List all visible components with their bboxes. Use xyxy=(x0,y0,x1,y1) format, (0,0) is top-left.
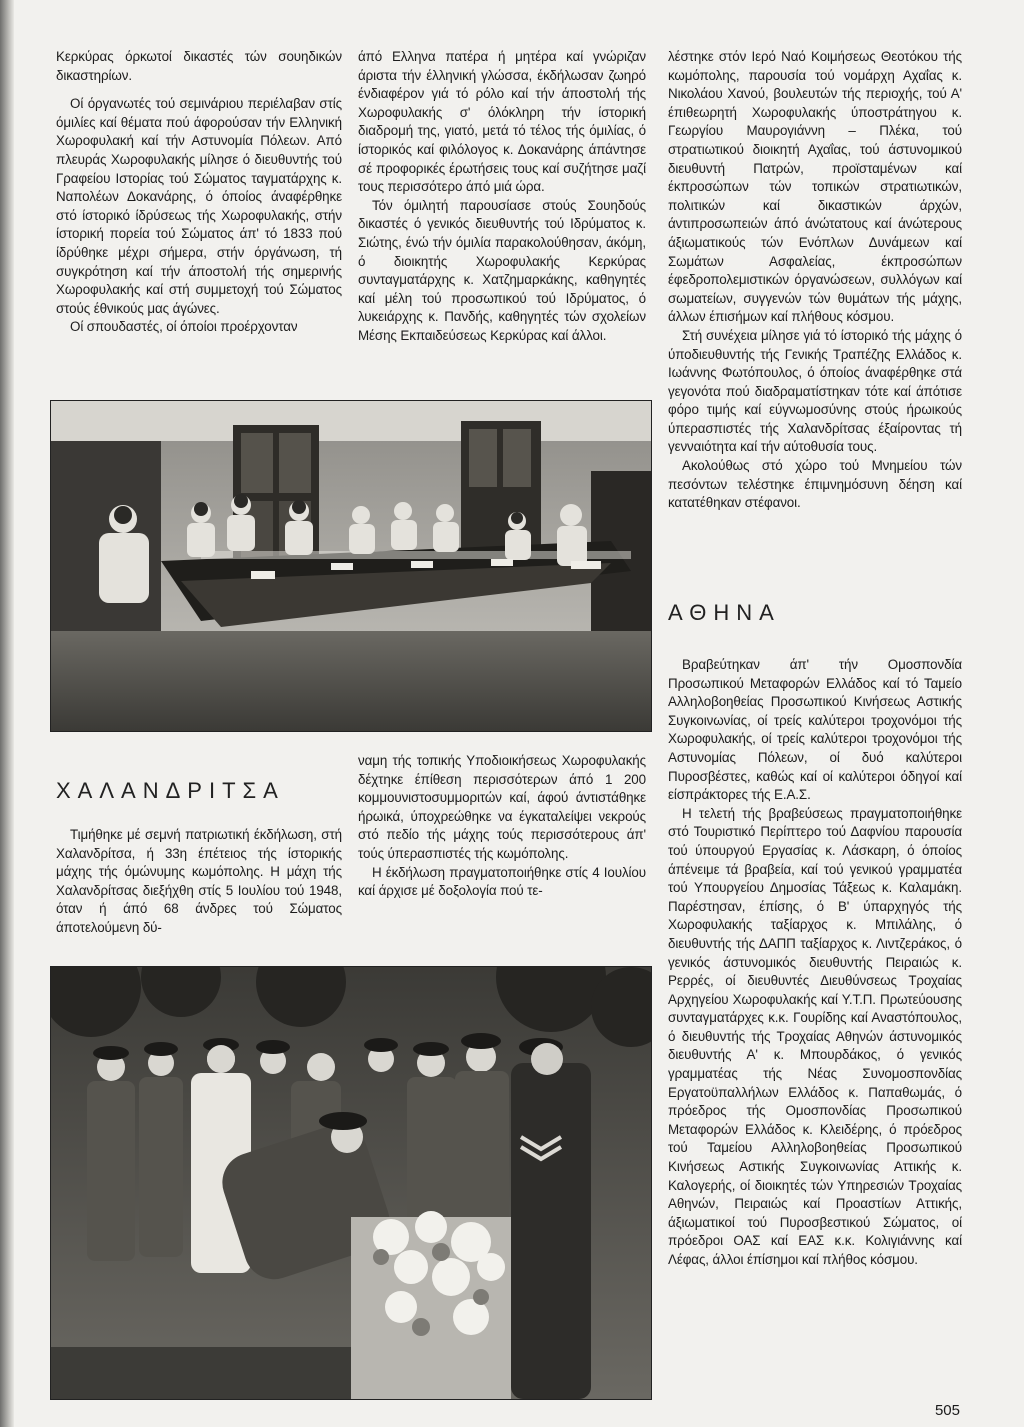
book-spine-shadow xyxy=(0,0,14,1427)
paragraph: Κερκύρας όρκωτοί δικαστές τών σουηδικών δικαστηρίων. xyxy=(56,49,342,83)
paragraph: Τόν όμιλητή παρουσίασε στούς Σουηδούς δικαστές ό γενικός διευθυντής τού Ιδρύματος κ. Σιώτης, ένώ τήν όμιλία παρακολούθησαν, άκόμη, ό διοικητής Χωροφυλακής Κερκύρας συνταγματάρχης κ. Χατζημαρκάκης, καθηγητές καί μέλη τού προσωπικού τού Ιδρύματος, ό λυκειάρχης κ. Πανδής, καθηγητές τών σχολείων Μέσης Εκπαιδεύσεως Κερκύρας καί άλλοι. xyxy=(358,197,646,343)
column-1-top xyxy=(56,48,342,337)
paragraph: Η έκδήλωση πραγματοποιήθηκε στίς 4 Ιουλίου καί άρχισε μέ δοξολογία πού τε- xyxy=(358,864,646,899)
paragraph: ναμη τής τοπικής Υποδιοικήσεως Χωροφυλακής δέχτηκε έπίθεση περισσότερων άπό 1 200 κομμουνιστοσυμμοριτών καί, άφού άντιστάθηκε ήρωικά, ύποχρεώθηκε να έγκαταλείψει νεκρούς στό πεδίο τής μάχης τούς περισσότερους άπ' τούς ύπερασπιστές τής κωμόπολης. xyxy=(358,753,646,861)
column-2-bottom xyxy=(358,752,646,901)
paragraph: άπό Ελληνα πατέρα ή μητέρα καί γνώριζαν άριστα τήν έλληνική γλώσσα, έκδήλωσαν ζωηρό ένδιαφέρον γιά τό ρόλο καί τήν άποστολή τής Χωροφυλακής σ' όλόκληρη τήν ίστορική διαδρομή της, γιατό, μετά τό τέλος τής όμιλίας, ό ίστορικός καί φιλόλογος κ. Δοκανάρης άπάντησε σέ προφορικές έρωτήσεις τους καί συζήτησε μαζί τους περισσότερο άπό μιά ώρα. xyxy=(358,49,646,195)
seminar-photo-image xyxy=(51,401,651,731)
paragraph: Ακολούθως στό χώρο τού Μνημείου τών πεσόντων τελέστηκε έπιμνημόσυνη δέηση καί κατατέθηκαν στέφανοι. xyxy=(668,458,962,511)
paragraph: Οί όργανωτές τού σεμινάριου περιέλαβαν στίς όμιλίες καί θέματα πού άφορούσαν τήν Ελληνική Χωροφυλακή καί τήν Αστυνομία Πόλεων. Από πλευράς Χωροφυλακής μίλησε ό διευθυντής τού Γραφείου Ιστορίας τού Σώματος ταγματάρχης κ. Ναπολέων Δοκανάρης, ό όποίος άναφέρθηκε στό ίστορικό ίδρύσεως τής Χωροφυλακής, στήν ίστορική πορεία τού Σώματος άπ' τό 1833 πού ίδρύθηκε μέχρι σήμερα, στήν όργάνωση, τή συγκρότηση καί τήν άποστολή τής σημερινής Χωροφυλακής καί στή συμμετοχή τού Σώματος στούς έθνικούς μας άγώνες. xyxy=(56,96,342,316)
wreath-ceremony-photo xyxy=(50,966,652,1400)
paragraph: Βραβεύτηκαν άπ' τήν Ομοσπονδία Προσωπικού Μεταφορών Ελλάδος καί τό Ταμείο Αλληλοβοηθείας Προσωπικού Κινήσεως Αστικής Συγκοινωνίας, οί τρείς καλύτεροι τροχονόμοι τής Χωροφυλακής, οί τρείς καλύτεροι τροχονόμοι τής Αστυνομίας Πόλεων, οί δυό καλύτεροι Πυροσβέστες, καθώς καί οί καλύτεροι όδηγοί καί είσπράκτορες τής Ε.Α.Σ. xyxy=(668,657,962,803)
paragraph: Οί σπουδαστές, οί όποίοι προέρχονταν xyxy=(70,319,298,335)
paragraph: Τιμήθηκε μέ σεμνή πατριωτική έκδήλωση, στή Χαλανδρίτσα, ή 33η έπέτειος τής ίστορικής μάχης τής όμώνυμης κωμόπολης. Η μάχη τής Χαλανδρίτσας διεξήχθη στίς 5 Ιουλίου τού 1948, όταν ή άπό 68 άνδρες τού Σώματος άποτελούμενη δύ- xyxy=(56,827,342,935)
paragraph: Η τελετή τής βραβεύσεως πραγματοποιήθηκε στό Τουριστικό Περίπτερο τού Δαφνίου παρουσία τού ύπουργού Εργασίας κ. Λάσκαρη, ό όποίος άπένειμε τά βραβεία, καί τού γενικού γραμματέα τού Υπουργείου Δημοσίας Τάξεως κ. Καλαμάκη. Παρέστησαν, έπίσης, ό Β' ύπαρχηγός τής Χωροφυλακής ταξίαρχος κ. Μπιλάλης, ό διευθυντής τής ΔΑΠΠ ταξίαρχος κ. Λιντζεράκος, ό γενικός άστυνομικός διευθυντής Πειραιώς κ. Ρερρές, οί διευθυντές Διευθύνσεως Τροχαίας Αρχηγείου Χωροφυλακής καί Υ.Τ.Π. Πρωτεύουσης συνταγματάρχες κ.κ. Γουρίδης καί Αναστόπουλος, ό διευθυντής τής Τροχαίας Αθηνών άστυνομικός διευθυντής Α' κ. Μπουρδάκος, ό γενικός γραμματέας τής Νέας Συνομοσπονδίας Εργατοϋπαλλήλων Ελλάδος κ. Παπαθωμάς, ό πρόεδρος τής Ομοσπονδίας Προσωπικού Μεταφορών Ελλάδος κ. Κλειδέρης, ό πρόεδρος τού Ταμείου Αλληλοβοηθείας Προσωπικού Κινήσεως Αστικής Συγκοινωνίας Αττικής κ. Καλογερής, οί διοικητές τών Υπηρεσιών Τροχαίας Αθηνών, Πειραιώς καί Προαστίων Αττικής, άξιωματικοί τού Πυροσβεστικού Σώματος, οί πρόεδροι ΟΑΣ καί ΕΑΣ κ.κ. Κολιγιάννης καί Λέφας, άλλοι έπίσημοι καί πλήθος κόσμου. xyxy=(668,805,962,1267)
wreath-ceremony-photo-image xyxy=(51,967,651,1399)
column-2-top xyxy=(358,48,646,346)
section-heading-chalandritsa: ΧΑΛΑΝΔΡΙΤΣΑ xyxy=(56,778,285,803)
page-number: 505 xyxy=(934,1402,960,1419)
paragraph: λέστηκε στόν Ιερό Ναό Κοιμήσεως Θεοτόκου τής κωμόπολης, παρουσία τού νομάρχη Αχαΐας κ. Νικολάου Χανού, βουλευτών τής περιοχής, τού Α' έπιθεωρητή Χωροφυλακής ύποστράτηγου κ. Γεωργίου Μαυρογιάννη – Πλέκα, τού στρατιωτικού διοικητή Αχαΐας, τού άστυνομικού διευθυντή Πατρών, προϊσταμένων καί έκπροσώπων τών τοπικών στρατιωτικών, πολιτικών καί δικαστικών άρχών, άντιπροσωπειών άπό άνώτατους καί άνώτερους άξιωματικούς τών Ενόπλων Δυνάμεων καί Σωμάτων Ασφαλείας, έκπροσώπων έφεδροπολεμιστικών όργανώσεων, συλλόγων καί σωματείων, συγγενών τών θυμάτων τής μάχης, άλλων έπισήμων καί πλήθους κόσμου. xyxy=(668,49,962,325)
paragraph: Στή συνέχεια μίλησε γιά τό ίστορικό τής μάχης ό ύποδιευθυντής τής Γενικής Τραπέζης Ελλάδος κ. Ιωάννης Φωτόπουλος, ό όποίος άναφέρθηκε στά γεγονότα πού διαδραματίστηκαν τότε καί άπότισε φόρο τιμής καί εύγνωμοσύνης στούς ήρωικούς ύπερασπιστές τής Χαλανδρίτσας έξαίροντας τή γενναιότητα καί τήν αύτοθυσία τους. xyxy=(668,327,962,455)
column-3-bottom xyxy=(668,656,962,1270)
section-heading-athina: ΑΘΗΝΑ xyxy=(668,600,781,625)
column-3-top xyxy=(668,48,962,513)
seminar-photo xyxy=(50,400,652,732)
column-1-bottom xyxy=(56,826,342,938)
